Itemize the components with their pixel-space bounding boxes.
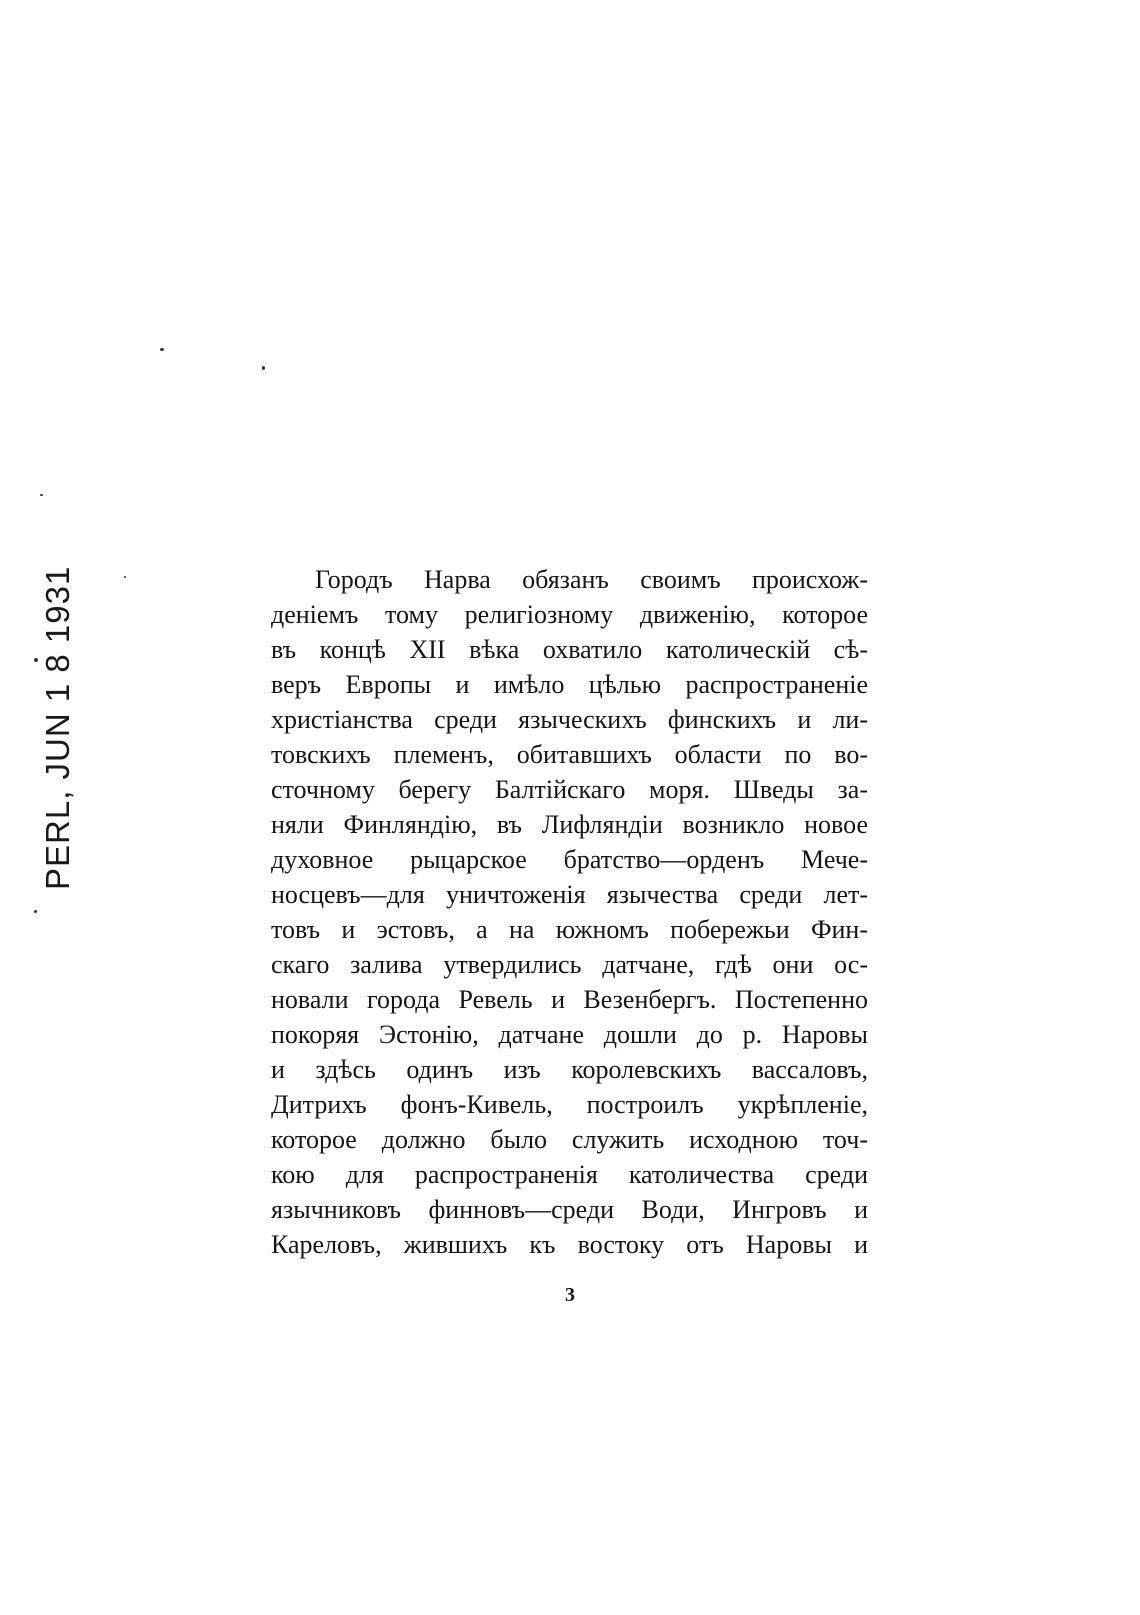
scan-speck (124, 576, 126, 578)
text-line: въ концѣ XII вѣка охватило католическій сѣ- (271, 635, 868, 664)
text-line: товскихъ племенъ, обитавшихъ области по во- (271, 740, 868, 769)
scan-speck (262, 366, 265, 370)
library-date-stamp: PERL, JUN 1 8 1931 (39, 565, 76, 890)
scan-speck (40, 494, 43, 496)
text-line: кою для распространенія католичества среди (271, 1160, 868, 1189)
text-line: сточному берегу Балтійскаго моря. Шведы за- (271, 775, 868, 804)
text-line: язычниковъ финновъ—среди Води, Ингровъ и (271, 1195, 868, 1224)
scan-speck (34, 910, 37, 913)
text-line: и здѣсь одинъ изъ королевскихъ вассаловъ, (271, 1055, 868, 1084)
text-line: скаго залива утвердились датчане, гдѣ они ос- (271, 950, 868, 979)
text-line: Дитрихъ фонъ-Кивель, построилъ укрѣпленіе, (271, 1090, 868, 1119)
text-line: покоряя Эстонію, датчане дошли до р. Наровы (271, 1020, 868, 1049)
text-line: деніемъ тому религіозному движенію, которое (271, 600, 868, 629)
text-line: носцевъ—для уничтоженія язычества среди лет- (271, 880, 868, 909)
scan-speck (34, 658, 38, 662)
text-line: няли Финляндію, въ Лифляндіи возникло новое (271, 810, 868, 839)
text-line: товъ и эстовъ, а на южномъ побережьи Фин- (271, 915, 868, 944)
text-line: веръ Европы и имѣло цѣлью распространеніе (271, 670, 868, 699)
text-line: Городъ Нарва обязанъ своимъ происхож- (315, 565, 868, 594)
text-line: новали города Ревель и Везенбергъ. Постепенно (271, 985, 868, 1014)
body-text (271, 562, 868, 1262)
text-line: которое должно было служить исходною точ- (271, 1125, 868, 1154)
scan-speck (160, 348, 164, 351)
page-number: 3 (565, 1284, 575, 1306)
text-line: Кареловъ, жившихъ къ востоку отъ Наровы и (271, 1230, 868, 1259)
text-line: духовное рыцарское братство—орденъ Мече- (271, 845, 868, 874)
text-line: христіанства среди языческихъ финскихъ и ли- (271, 705, 868, 734)
